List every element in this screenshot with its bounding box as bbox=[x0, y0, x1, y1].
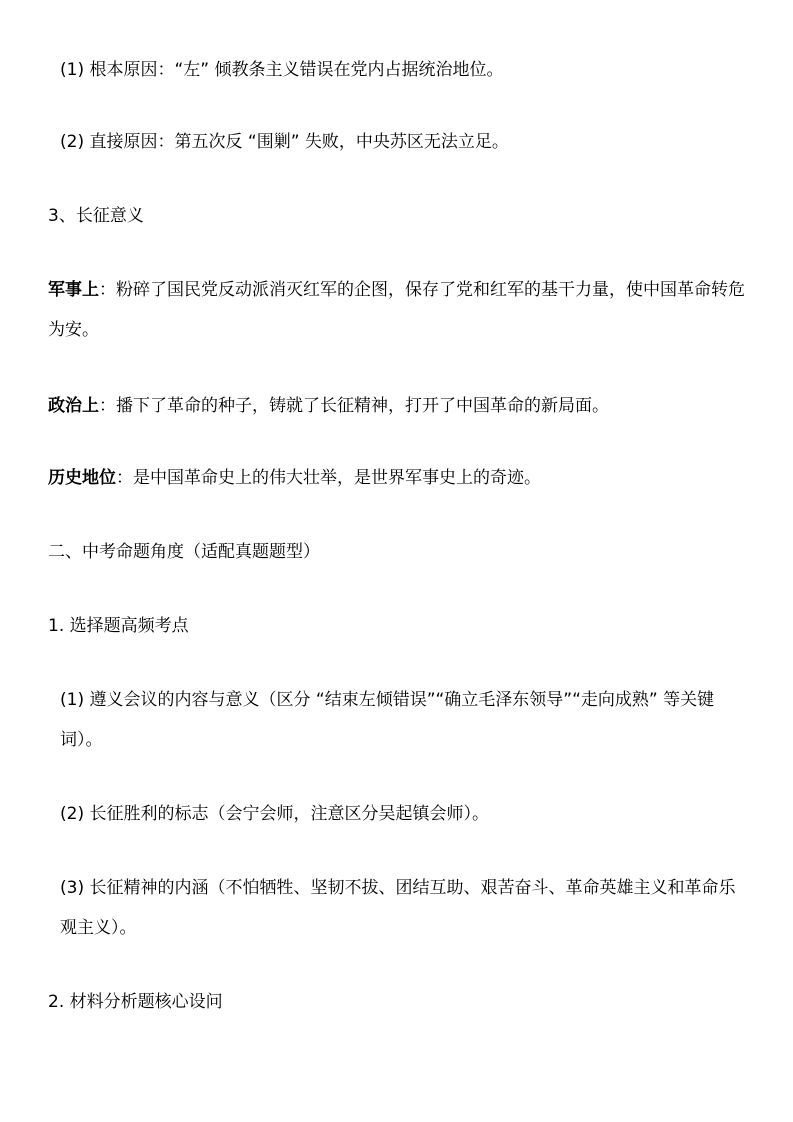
paragraph-victory-sign bbox=[60, 794, 765, 834]
paragraph-military bbox=[48, 270, 753, 350]
paragraph-label: 军事上 bbox=[48, 280, 99, 300]
paragraph-text: (2) 直接原因：第五次反 “围剿” 失败，中央苏区无法立足。 bbox=[60, 132, 509, 152]
paragraph-text: (3) 长征精神的内涵（不怕牺牲、坚韧不拔、团结互助、艰苦奋斗、革命英雄主义和革命乐观主义）。 bbox=[60, 878, 736, 938]
heading-long-march-significance bbox=[48, 196, 753, 236]
heading-text: 3、长征意义 bbox=[48, 206, 144, 226]
paragraph-root-cause bbox=[60, 50, 765, 90]
paragraph-zunyi-meeting bbox=[60, 680, 750, 760]
heading-text: 二、中考命题角度（适配真题题型） bbox=[48, 542, 320, 562]
paragraph-spirit bbox=[60, 868, 750, 948]
heading-exam-angles bbox=[48, 532, 753, 572]
paragraph-text: (2) 长征胜利的标志（会宁会师，注意区分吴起镇会师）。 bbox=[60, 804, 489, 824]
paragraph-historical-status bbox=[48, 458, 753, 498]
heading-text: 2. 材料分析题核心设问 bbox=[48, 992, 223, 1012]
paragraph-direct-cause bbox=[60, 122, 765, 162]
heading-material-analysis bbox=[48, 982, 753, 1022]
paragraph-text: ：是中国革命史上的伟大壮举，是世界军事史上的奇迹。 bbox=[116, 468, 541, 488]
paragraph-text: (1) 根本原因：“左” 倾教条主义错误在党内占据统治地位。 bbox=[60, 60, 504, 80]
heading-multiple-choice bbox=[48, 606, 753, 646]
heading-text: 1. 选择题高频考点 bbox=[48, 616, 189, 636]
paragraph-text: ：播下了革命的种子，铸就了长征精神，打开了中国革命的新局面。 bbox=[99, 396, 609, 416]
paragraph-label: 政治上 bbox=[48, 396, 99, 416]
paragraph-text: ：粉碎了国民党反动派消灭红军的企图，保存了党和红军的基干力量，使中国革命转危为安。 bbox=[48, 280, 745, 340]
paragraph-text: (1) 遵义会议的内容与意义（区分 “结束左倾错误”“确立毛泽东领导”“走向成熟” 等关键词）。 bbox=[60, 690, 715, 750]
paragraph-political bbox=[48, 386, 753, 426]
paragraph-label: 历史地位 bbox=[48, 468, 116, 488]
